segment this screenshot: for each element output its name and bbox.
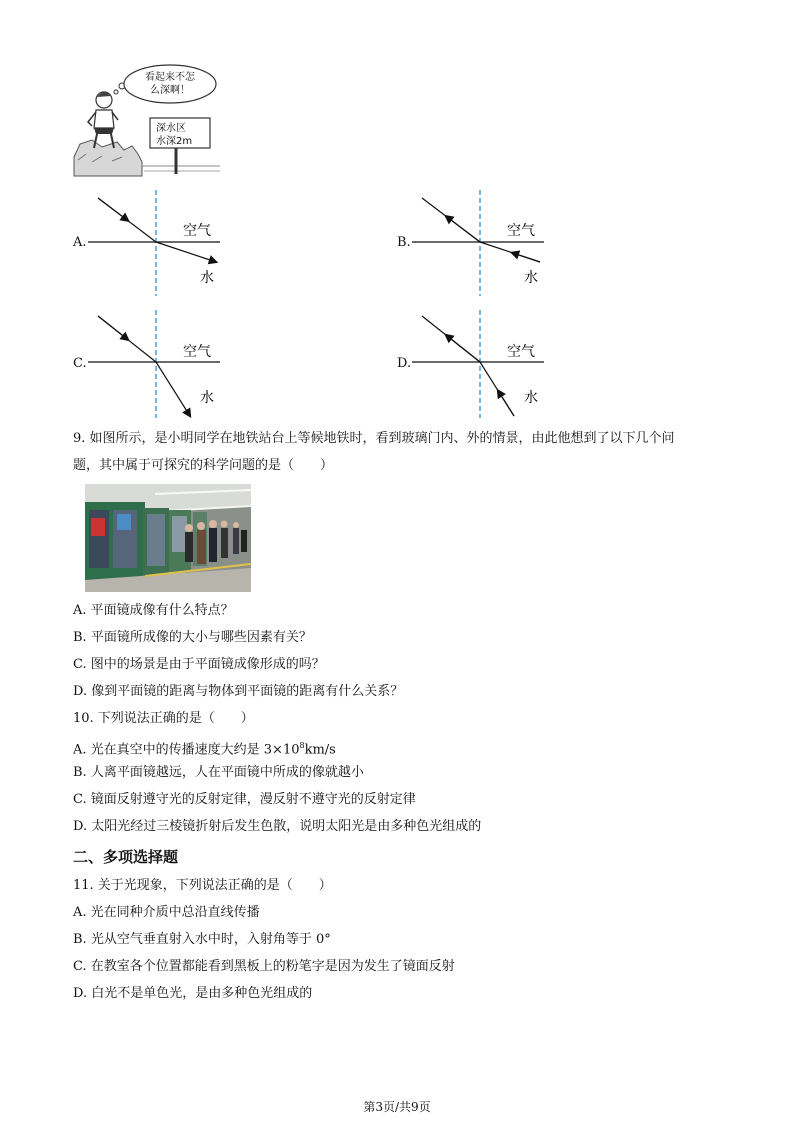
- q9-stem-line1: 9. 如图所示，是小明同学在地铁站台上等候地铁时，看到玻璃门内、外的情景，由此他想到了以下几个问: [73, 431, 675, 446]
- option-a-label: A.: [73, 235, 87, 250]
- q10-option-c: C. 镜面反射遵守光的反射定律，漫反射不遵守光的反射定律: [73, 792, 416, 807]
- water-label: 水: [524, 270, 538, 286]
- refraction-diagram-c: [88, 308, 228, 424]
- sign-text-line2: 水深2m: [156, 136, 193, 147]
- q10-option-b: B. 人离平面镜越远，人在平面镜中所成的像就越小: [73, 765, 364, 780]
- q10-option-d: D. 太阳光经过三棱镜折射后发生色散，说明太阳光是由多种色光组成的: [73, 819, 482, 834]
- q9-option-d: D. 像到平面镜的距离与物体到平面镜的距离有什么关系？: [73, 684, 404, 699]
- q11-option-d: D. 白光不是单色光，是由多种色光组成的: [73, 986, 313, 1001]
- refraction-diagram-d: [412, 308, 552, 424]
- page-number: 第3页/共9页: [363, 1100, 431, 1114]
- q10-stem: 10. 下列说法正确的是（ ）: [73, 711, 254, 726]
- sign-text-line1: 深水区: [156, 123, 186, 134]
- q10-option-a: [73, 737, 336, 759]
- refraction-diagram-a: [88, 188, 228, 302]
- water-label: 水: [524, 390, 538, 406]
- refracted-ray: [156, 242, 216, 262]
- air-label: 空气: [183, 344, 211, 360]
- air-label: 空气: [507, 344, 535, 360]
- water-label: 水: [200, 270, 214, 286]
- q11-option-b: B. 光从空气垂直射入水中时，入射角等于 0°: [73, 932, 331, 947]
- q9-option-c: C. 图中的场景是由于平面镜成像形成的吗？: [73, 657, 325, 672]
- q10-option-a-prefix: A. 光在真空中的传播速度大约是 3×10: [73, 742, 300, 758]
- refraction-diagram-b: [412, 188, 552, 302]
- q9-option-a: A. 平面镜成像有什么特点？: [73, 603, 234, 618]
- air-label: 空气: [183, 223, 211, 239]
- option-b-label: B.: [397, 235, 411, 250]
- q11-stem: 11. 关于光现象，下列说法正确的是（ ）: [73, 878, 332, 893]
- q11-option-c: C. 在教室各个位置都能看到黑板上的粉笔字是因为发生了镜面反射: [73, 959, 455, 974]
- option-d-label: D.: [397, 356, 412, 371]
- refracted-ray: [156, 362, 190, 416]
- option-c-label: C.: [73, 356, 87, 371]
- top-figure: [72, 62, 222, 177]
- air-label: 空气: [507, 223, 535, 239]
- section-heading: 二、多项选择题: [73, 848, 179, 866]
- q9-stem-line2: 题，其中属于可探究的科学问题的是（ ）: [73, 458, 334, 473]
- water-label: 水: [200, 390, 214, 406]
- q11-option-a: A. 光在同种介质中总沿直线传播: [73, 905, 260, 920]
- q10-option-a-suffix: km/s: [304, 742, 336, 758]
- q9-option-b: B. 平面镜所成像的大小与哪些因素有关？: [73, 630, 312, 645]
- thought-text-line2: 么深啊！: [150, 85, 190, 96]
- q10-option-a-exponent: 8: [299, 741, 305, 750]
- swimmer-illustration: [72, 62, 222, 177]
- subway-photo: [85, 484, 251, 592]
- thought-text-line1: 看起来不怎: [145, 72, 195, 83]
